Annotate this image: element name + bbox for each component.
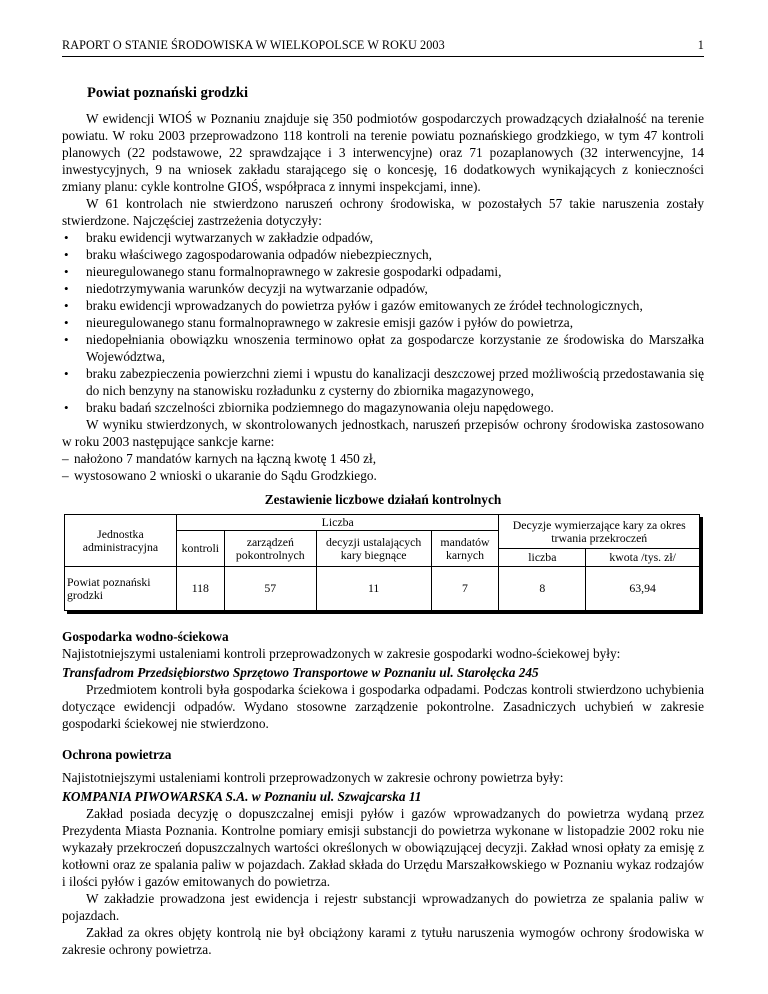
sanctions-list — [62, 450, 704, 484]
cell-unit: Powiat poznański grodzki — [65, 567, 177, 611]
list-item: • nieuregulowanego stanu formalnoprawnego w zakresie gospodarki odpadami, — [62, 263, 704, 280]
header-divider — [62, 56, 704, 57]
cell-kontroli: 118 — [176, 567, 224, 611]
air-heading: Ochrona powietrza — [62, 747, 172, 762]
air-company: KOMPANIA PIWOWARSKA S.A. w Poznaniu ul. Szwajcarska 11 — [62, 789, 422, 804]
air-text-3: Zakład za okres objęty kontrolą nie był obciążony karami z tytułu naruszenia wymogów ochrony środowiska w zakresie ochrony powietrza. — [62, 925, 704, 957]
water-heading: Gospodarka wodno-ściekowa — [62, 629, 229, 644]
header-liczba: Liczba — [176, 515, 499, 531]
list-item: • niedotrzymywania warunków decyzji na wytwarzanie odpadów, — [62, 280, 704, 297]
cell-mandatow: 7 — [431, 567, 499, 611]
header-title: RAPORT O STANIE ŚRODOWISKA W WIELKOPOLSCE W ROKU 2003 — [62, 38, 445, 52]
violations-list — [62, 229, 704, 416]
cell-zarzadzen: 57 — [224, 567, 316, 611]
stats-table-wrapper — [64, 514, 700, 614]
list-item: • niedopełniania obowiązku wnoszenia terminowo opłat za gospodarcze korzystanie ze środowiska do Marszałka Województwa, — [62, 331, 704, 365]
intro-paragraph: W ewidencji WIOŚ w Poznaniu znajduje się 350 podmiotów gospodarczych prowadzących działalność na terenie powiatu. W roku 2003 przeprowadzono 118 kontroli na terenie powiatu poznańskiego grodzkiego, w tym 47 kontroli planowych (22 podstawowe, 22 sprawdzające i 3 interwencyjne) oraz 71 pozaplanowych (32 interwencyjne, 14 inwestycyjnych, 9 na wniosek zakładu starającego się o koncesję, 16 dodatkowych wynikających z konieczności zmiany planu: cykle kontrolne GIOŚ, współpraca z innymi inspekcjami, inne). — [62, 111, 704, 194]
stats-table — [64, 514, 700, 611]
list-item: – wystosowano 2 wnioski o ukaranie do Sądu Grodzkiego. — [62, 467, 704, 484]
list-item: • braku ewidencji wytwarzanych w zakładzie odpadów, — [62, 229, 704, 246]
header-kontroli: kontroli — [176, 531, 224, 567]
header-kwota: kwota /tys. zł/ — [586, 549, 700, 567]
air-text-2: W zakładzie prowadzona jest ewidencja i rejestr substancji wprowadzanych do powietrza ze spalania paliw w pojazdach. — [62, 891, 704, 923]
sanctions-paragraph: W wyniku stwierdzonych, w skontrolowanych jednostkach, naruszeń przepisów ochrony środowiska zastosowano w roku 2003 następujące sankcje karne: — [62, 417, 704, 449]
list-item: • braku ewidencji wprowadzanych do powietrza pyłów i gazów emitowanych ze źródeł technologicznych, — [62, 297, 704, 314]
document-body — [62, 84, 704, 958]
water-intro: Najistotniejszymi ustaleniami kontroli przeprowadzonych w zakresie gospodarki wodno-ściekowej były: — [62, 646, 621, 661]
header-unit: Jednostka administracyjna — [65, 515, 177, 567]
water-text: Przedmiotem kontroli była gospodarka ściekowa i gospodarka odpadami. Podczas kontroli stwierdzono uchybienia dotyczące ewidencji odpadów. Wydano stosowne zarządzenie pokontrolne. Zasadniczych uchybień w zakresie gospodarki ściekowej nie stwierdzono. — [62, 682, 704, 731]
header-decyzje-kary: Decyzje wymierzające kary za okres trwania przekroczeń — [499, 515, 700, 549]
cell-kwota: 63,94 — [586, 567, 700, 611]
list-item: • braku właściwego zagospodarowania odpadów niebezpiecznych, — [62, 246, 704, 263]
header-zarzadzen: zarządzeń pokontrolnych — [224, 531, 316, 567]
air-intro: Najistotniejszymi ustaleniami kontroli przeprowadzonych w zakresie ochrony powietrza były: — [62, 770, 564, 785]
running-header — [62, 38, 704, 58]
section-heading: Powiat poznański grodzki — [87, 85, 249, 101]
header-liczba-sub: liczba — [499, 549, 586, 567]
header-mandatow: mandatów karnych — [431, 531, 499, 567]
cell-liczba: 8 — [499, 567, 586, 611]
table-title: Zestawienie liczbowe działań kontrolnych — [264, 492, 502, 507]
page-number: 1 — [697, 38, 704, 52]
table-row — [65, 567, 700, 611]
header-decyzji: decyzji ustalających kary biegnące — [316, 531, 431, 567]
cell-decyzji: 11 — [316, 567, 431, 611]
list-item: • braku badań szczelności zbiornika podziemnego do magazynowania oleju napędowego. — [62, 399, 704, 416]
water-company: Transfadrom Przedsiębiorstwo Sprzętowo Transportowe w Poznaniu ul. Starołęcka 245 — [62, 665, 539, 680]
air-text-1: Zakład posiada decyzję o dopuszczalnej emisji pyłów i gazów wprowadzanych do powietrza wydaną przez Prezydenta Miasta Poznania. Kontrolne pomiary emisji substancji do powietrza wykonane w listopadzie 2002 roku nie wykazały przekroczeń dopuszczalnych wartości określonych w obowiązującej decyzji. Zakład wnosi opłaty za emisję z kotłowni oraz ze spalania paliw w pojazdach. Zakład składa do Urzędu Marszałkowskiego w Poznaniu wykaz rodzajów i ilości pyłów i gazów emitowanych do powietrza. — [62, 806, 704, 889]
list-item: • nieuregulowanego stanu formalnoprawnego w zakresie emisji gazów i pyłów do powietrza, — [62, 314, 704, 331]
list-item: – nałożono 7 mandatów karnych na łączną kwotę 1 450 zł, — [62, 450, 704, 467]
violations-paragraph: W 61 kontrolach nie stwierdzono naruszeń ochrony środowiska, w pozostałych 57 takie naruszenia zostały stwierdzone. Najczęściej zastrzeżenia dotyczyły: — [62, 196, 704, 228]
list-item: • braku zabezpieczenia powierzchni ziemi i wpustu do kanalizacji deszczowej przed możliwością przedostawania się do nich benzyny na stanowisku rozładunku z cysterny do zbiornika magazynowego, — [62, 365, 704, 399]
